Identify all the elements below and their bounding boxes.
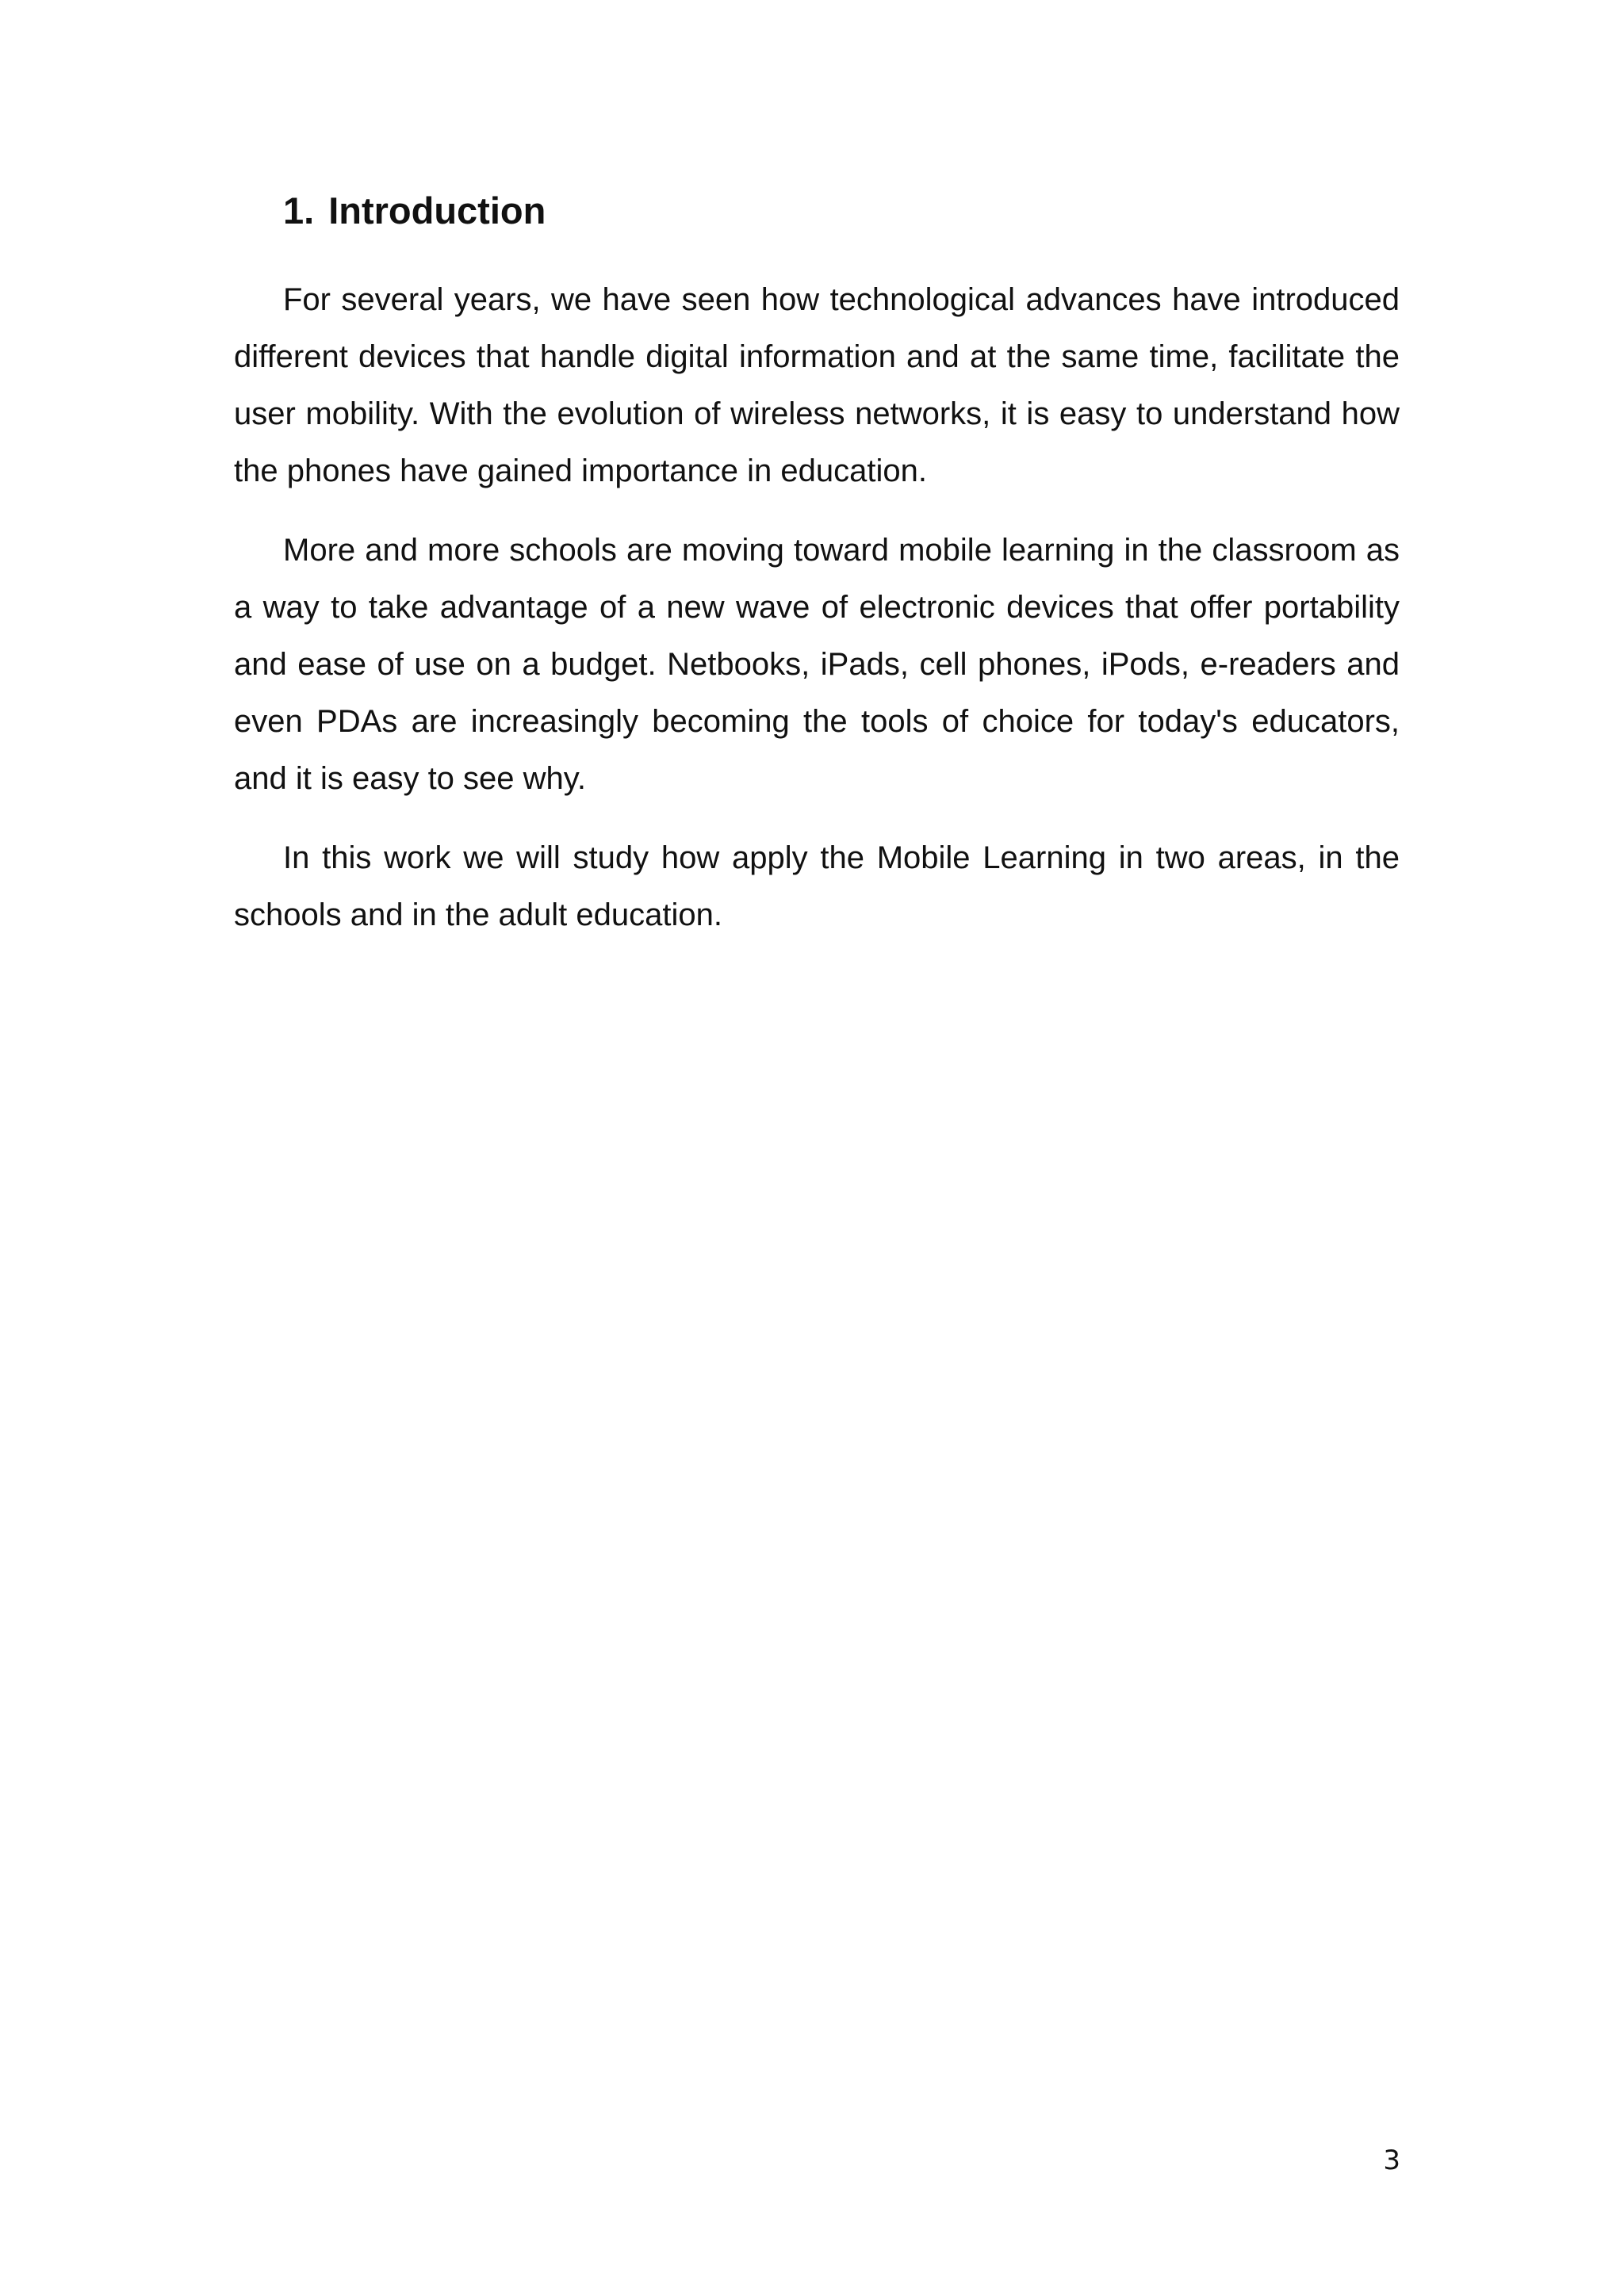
paragraph-2: More and more schools are moving toward mobile learning in the classroom as a way to take advantage of a new wave of electronic devices that offer portability and ease of use on a budget. Netbooks, iPads, cell phones, iPods, e-readers and even PDAs are increasingly becoming the tools of choice for today's educators, and it is easy to see why. (234, 533, 1400, 797)
section-title: Introduction (328, 189, 546, 232)
section-heading (283, 189, 1400, 233)
page-content (234, 189, 1400, 966)
section-number: 1. (283, 189, 315, 232)
paragraph-3: In this work we will study how apply the Mobile Learning in two areas, in the schools and in the adult education. (234, 840, 1400, 933)
page-number: 3 (1383, 2145, 1400, 2176)
paragraph-1: For several years, we have seen how technological advances have introduced different devices that handle digital information and at the same time, facilitate the user mobility. With the evolution of wireless networks, it is easy to understand how the phones have gained importance in education. (234, 282, 1400, 489)
